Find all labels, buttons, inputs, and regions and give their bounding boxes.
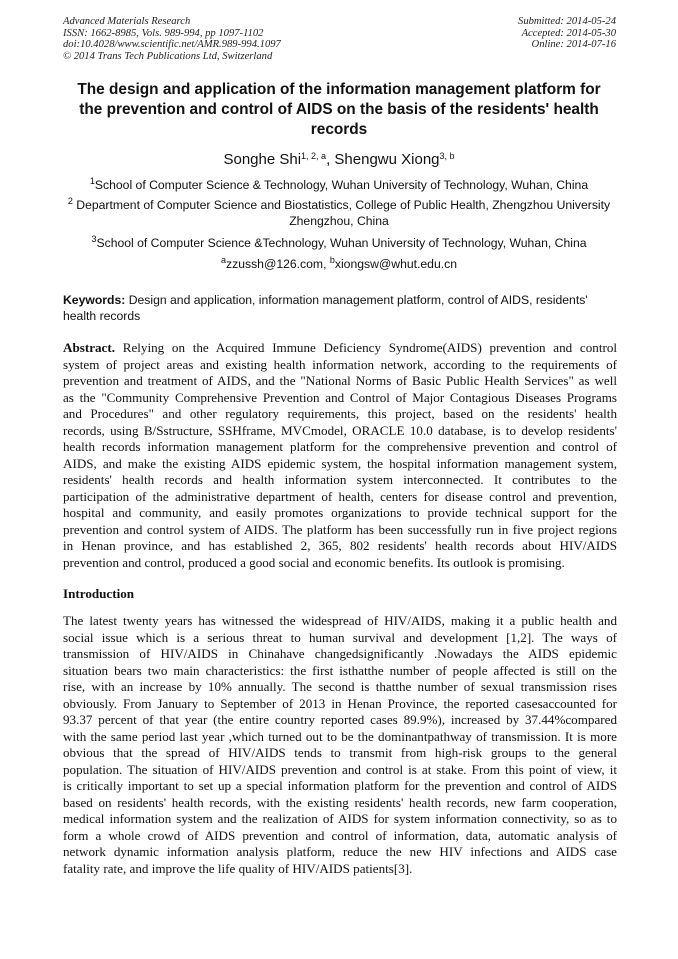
- accepted-date: Accepted: 2014-05-30: [521, 27, 616, 39]
- abstract-block: [63, 340, 617, 571]
- abstract-line: and Procedures" and other regulatory requirements, this project, based on the residents' health: [63, 406, 617, 421]
- abstract-line: health records information management platform for the comprehensive prevention and control of: [63, 439, 617, 454]
- affiliation-2: [56, 197, 622, 229]
- introduction-line: with the same period last year ,which turned out to be the dominantpathway of transmission. It is more: [63, 728, 617, 744]
- author-separator: ,: [326, 151, 335, 168]
- abstract-line: system of project areas and existing health information network, according to the requirements of: [63, 356, 617, 372]
- author-name: Songhe Shi: [223, 151, 302, 168]
- author-emails: [56, 256, 622, 272]
- affiliation-text: School of Computer Science &Technology, Wuhan University of Technology, Wuhan, China: [96, 236, 587, 250]
- copyright-line: © 2014 Trans Tech Publications Ltd, Switzerland: [63, 50, 273, 62]
- introduction-line: situation bears two main characteristics: the first isthatthe number of people affected is still on the: [63, 662, 617, 678]
- submission-dates: [518, 16, 616, 51]
- abstract-line: participation of the administrative department of health, centers for disease control and prevention,: [63, 488, 617, 504]
- keywords-block: [63, 292, 617, 324]
- keywords-text: health records: [63, 309, 141, 323]
- affiliation-marker: 1: [89, 176, 95, 186]
- title-line-3: records: [310, 121, 368, 138]
- author-affiliation-marker: 1, 2, a: [301, 151, 327, 161]
- abstract-line: as the "Community Comprehensive Prevention and Control of Major Contagious Diseases Programs: [63, 389, 617, 405]
- journal-info: [63, 16, 281, 62]
- affiliation-text: Department of Computer Science and Biostatistics, College of Public Health, Zhengzhou University: [72, 198, 611, 212]
- abstract-line: prevention and control, produced a good social and economic benefits. Its outlook is promising.: [63, 554, 565, 570]
- introduction-block: [63, 613, 617, 877]
- affiliation-marker: 3: [91, 234, 97, 244]
- author-list: [56, 150, 622, 170]
- journal-name: Advanced Materials Research: [63, 16, 191, 27]
- abstract-line: records, using B/Sstructure, SSHframe, MVCmodel, ORACLE 10.0 database, is to develop residents': [63, 422, 617, 438]
- email-marker: b: [329, 255, 335, 265]
- section-heading-introduction: Introduction: [63, 586, 135, 601]
- introduction-line: 93.37 percent of that year (the entire country reported cases 89.9%), increased by 37.44%compared: [63, 712, 617, 727]
- author-affiliation-marker: 3, b: [439, 151, 455, 161]
- affiliation-3: [56, 235, 622, 251]
- author-name: Shengwu Xiong: [334, 151, 440, 168]
- title-line-2: the prevention and control of AIDS on the basis of the residents' health: [79, 101, 599, 118]
- email-address[interactable]: zzussh@126.com,: [226, 257, 330, 271]
- abstract-line: hospital and community, and easily promotes organizations to provide technical support for the: [63, 505, 617, 520]
- affiliation-text: Zhengzhou, China: [289, 214, 389, 228]
- introduction-line: is critically important to set up a special information platform for the prevention and control of AIDS: [63, 778, 617, 793]
- introduction-line: The latest twenty years has witnessed the widespread of HIV/AIDS, making it a public health and: [63, 613, 617, 628]
- affiliation-marker: 2: [67, 196, 73, 206]
- introduction-line: network dynamic information analysis platform, reduce the new HIV infections and AIDS case: [63, 844, 617, 859]
- email-address[interactable]: xiongsw@whut.edu.cn: [334, 257, 457, 271]
- introduction-line: social issue which is a serious threat to human survival and development [1,2]. The ways of: [63, 629, 617, 645]
- abstract-line: AIDS, and make the existing AIDS epidemic system, the hospital information management system,: [63, 455, 617, 471]
- keywords-label: Keywords:: [63, 293, 126, 307]
- abstract-label: Abstract.: [63, 340, 115, 355]
- introduction-line: fatality rate, and improve the life quality of HIV/AIDS patients[3].: [63, 860, 413, 876]
- affiliation-1: [56, 177, 622, 193]
- introduction-line: based on residents' health records, with the existing residents' health records, new farm cooperation,: [63, 794, 617, 810]
- doi-line: doi:10.4028/www.scientific.net/AMR.989-994.1097: [63, 39, 281, 51]
- email-marker: a: [221, 255, 227, 265]
- introduction-line: medical information system and the realization of AIDS for system information connectivity, so as to: [63, 811, 617, 826]
- affiliation-text: School of Computer Science & Technology, Wuhan University of Technology, Wuhan, China: [94, 178, 589, 192]
- introduction-line: form a whole crowd of AIDS prevention and control of information, data, automatic analysis of: [63, 827, 617, 843]
- introduction-line: obviously. From January to September of 2013 in Henan Province, the reported casesaccounted for: [63, 695, 617, 711]
- introduction-line: rise, with an increase by 10% annually. The second is thatthe number of sexual transmission rises: [63, 679, 617, 694]
- introduction-line: transmission of HIV/AIDS in Chinahave changedsignificantly .Nowadays the AIDS epidemic: [63, 646, 617, 661]
- abstract-line: prevention and control system of AIDS. The platform has been successfully run in five project regions: [63, 521, 617, 537]
- title-line-1: The design and application of the information management platform for: [77, 81, 601, 98]
- abstract-line: Relying on the Acquired Immune Deficiency Syndrome(AIDS) prevention and control: [115, 340, 617, 355]
- introduction-line: obvious that the spread of HIV/AIDS tends to transmit from high-risk groups to the general: [63, 745, 617, 760]
- online-date: Online: 2014-07-16: [531, 39, 616, 51]
- keywords-text: Design and application, information management platform, control of AIDS, residents': [125, 293, 588, 307]
- submitted-date: Submitted: 2014-05-24: [518, 16, 616, 27]
- introduction-line: population. The situation of HIV/AIDS prevention and control is at stake. From this point of view, it: [63, 761, 617, 777]
- issn-line: ISSN: 1662-8985, Vols. 989-994, pp 1097-1102: [63, 27, 264, 39]
- abstract-line: in Henan province, and has established 2, 365, 802 residents' health records about HIV/AIDS: [63, 538, 617, 553]
- abstract-line: prevention and treatment of AIDS, and the "National Norms of Basic Public Health Services" as well: [63, 373, 617, 388]
- paper-title: [56, 80, 622, 140]
- abstract-line: residents' health records and health information system interconnected. It contributes to the: [63, 472, 617, 487]
